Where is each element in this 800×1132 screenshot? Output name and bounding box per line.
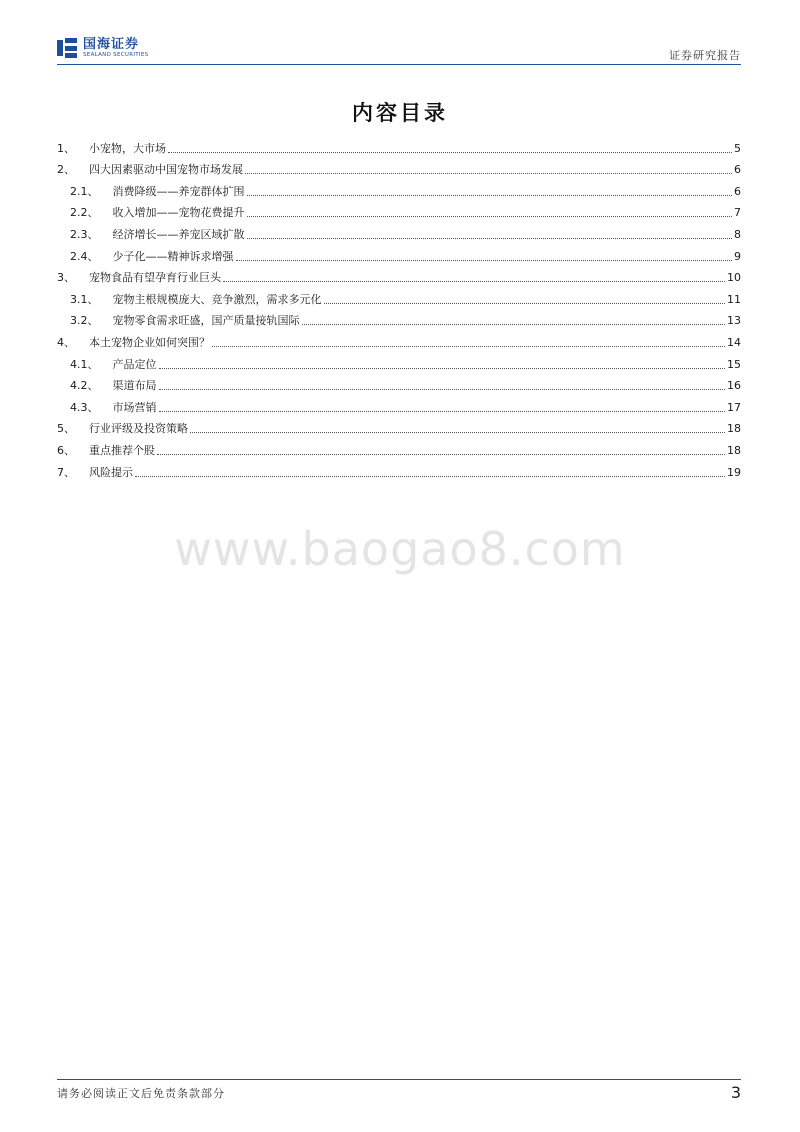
toc-entry-number: 4.1、 — [70, 357, 99, 371]
toc-entry[interactable] — [57, 350, 741, 372]
toc-entry[interactable] — [57, 177, 741, 199]
toc-entry-page: 16 — [727, 379, 741, 393]
toc-entry-label: 消费降级——养宠群体扩围 — [112, 184, 245, 198]
sealand-logo-icon — [57, 38, 77, 58]
toc-entry-page: 5 — [734, 141, 741, 155]
toc-dot-leader — [245, 173, 732, 174]
toc-entry-label: 小宠物，大市场 — [89, 141, 166, 155]
toc-entry-page: 18 — [727, 443, 741, 457]
toc-entry-label: 渠道布局 — [112, 379, 157, 393]
toc-entry[interactable] — [57, 393, 741, 415]
toc-entry-page: 11 — [727, 292, 741, 306]
toc-entry[interactable] — [57, 264, 741, 286]
report-type-label: 证券研究报告 — [669, 49, 741, 62]
page-header — [57, 33, 741, 63]
toc-entry-number: 1、 — [57, 141, 75, 155]
toc-entry-number: 3.1、 — [70, 292, 99, 306]
toc-entry-number: 4.2、 — [70, 379, 99, 393]
toc-entry[interactable] — [57, 372, 741, 394]
company-logo — [57, 35, 148, 61]
toc-entry-number: 4.3、 — [70, 400, 99, 414]
toc-dot-leader — [236, 260, 733, 261]
toc-dot-leader — [302, 324, 726, 325]
toc-entry-number: 2.4、 — [70, 249, 99, 263]
toc-entry-label: 市场营销 — [112, 400, 157, 414]
toc-entry[interactable] — [57, 436, 741, 458]
toc-entry-label: 少子化——精神诉求增强 — [112, 249, 234, 263]
toc-dot-leader — [247, 238, 733, 239]
toc-entry-label: 宠物零食需求旺盛，国产质量接轨国际 — [112, 314, 300, 328]
toc-entry[interactable] — [57, 458, 741, 480]
toc-entry-number: 6、 — [57, 443, 75, 457]
toc-entry-number: 3、 — [57, 271, 75, 285]
toc-entry-label: 宠物食品有望孕育行业巨头 — [89, 271, 221, 285]
toc-dot-leader — [247, 216, 733, 217]
toc-entry-page: 10 — [727, 271, 741, 285]
toc-entry-label: 本土宠物企业如何突围？ — [89, 335, 210, 349]
toc-entry-number: 2.1、 — [70, 184, 99, 198]
header-divider — [57, 64, 741, 65]
toc-dot-leader — [212, 346, 725, 347]
toc-entry-number: 4、 — [57, 335, 75, 349]
toc-entry[interactable] — [57, 156, 741, 178]
toc-dot-leader — [247, 195, 733, 196]
toc-entry-label: 重点推荐个股 — [89, 443, 155, 457]
toc-entry[interactable] — [57, 199, 741, 221]
toc-entry-label: 宠物主根规模庞大、竞争激烈，需求多元化 — [112, 292, 322, 306]
toc-entry-number: 2.2、 — [70, 206, 99, 220]
toc-entry[interactable] — [57, 328, 741, 350]
toc-entry-page: 15 — [727, 357, 741, 371]
logo-english-name: SEALAND SECURITIES — [83, 51, 149, 58]
toc-entry-page: 7 — [734, 206, 741, 220]
footer-disclaimer: 请务必阅读正文后免责条款部分 — [57, 1087, 225, 1100]
toc-entry[interactable] — [57, 134, 741, 156]
watermark: www.baogao8.com — [174, 522, 626, 576]
toc-entry-label: 风险提示 — [89, 465, 133, 479]
toc-entry-label: 产品定位 — [112, 357, 157, 371]
toc-dot-leader — [159, 389, 726, 390]
toc-entry[interactable] — [57, 415, 741, 437]
toc-entry-number: 2.3、 — [70, 227, 99, 241]
toc-entry-page: 9 — [734, 249, 741, 263]
toc-dot-leader — [223, 281, 725, 282]
toc-entry-page: 6 — [734, 184, 741, 198]
toc-entry-page: 8 — [734, 227, 741, 241]
toc-dot-leader — [135, 476, 725, 477]
toc-entry-label: 收入增加——宠物花费提升 — [112, 206, 245, 220]
page-number: 3 — [730, 1083, 741, 1102]
toc-entry-number: 2、 — [57, 163, 75, 177]
toc-entry-label: 经济增长——养宠区域扩散 — [112, 227, 245, 241]
toc-entry-page: 14 — [727, 335, 741, 349]
toc-entry-number: 5、 — [57, 422, 75, 436]
toc-entry-label: 行业评级及投资策略 — [89, 422, 188, 436]
toc-entry[interactable] — [57, 242, 741, 264]
toc-entry-number: 3.2、 — [70, 314, 99, 328]
toc-entry[interactable] — [57, 285, 741, 307]
toc-entry-number: 7、 — [57, 465, 75, 479]
table-of-contents — [57, 134, 741, 480]
toc-dot-leader — [159, 411, 726, 412]
toc-entry-page: 19 — [727, 465, 741, 479]
footer-divider — [57, 1079, 741, 1080]
toc-entry[interactable] — [57, 220, 741, 242]
toc-dot-leader — [190, 432, 725, 433]
toc-dot-leader — [159, 368, 726, 369]
toc-entry-label: 四大因素驱动中国宠物市场发展 — [89, 163, 243, 177]
logo-chinese-name: 国海证券 — [83, 36, 140, 52]
toc-title: 内容目录 — [352, 101, 448, 125]
toc-entry-page: 17 — [727, 400, 741, 414]
toc-dot-leader — [168, 152, 732, 153]
toc-entry-page: 18 — [727, 422, 741, 436]
toc-entry-page: 6 — [734, 163, 741, 177]
toc-entry[interactable] — [57, 307, 741, 329]
toc-dot-leader — [324, 303, 726, 304]
toc-entry-page: 13 — [727, 314, 741, 328]
toc-dot-leader — [157, 454, 725, 455]
